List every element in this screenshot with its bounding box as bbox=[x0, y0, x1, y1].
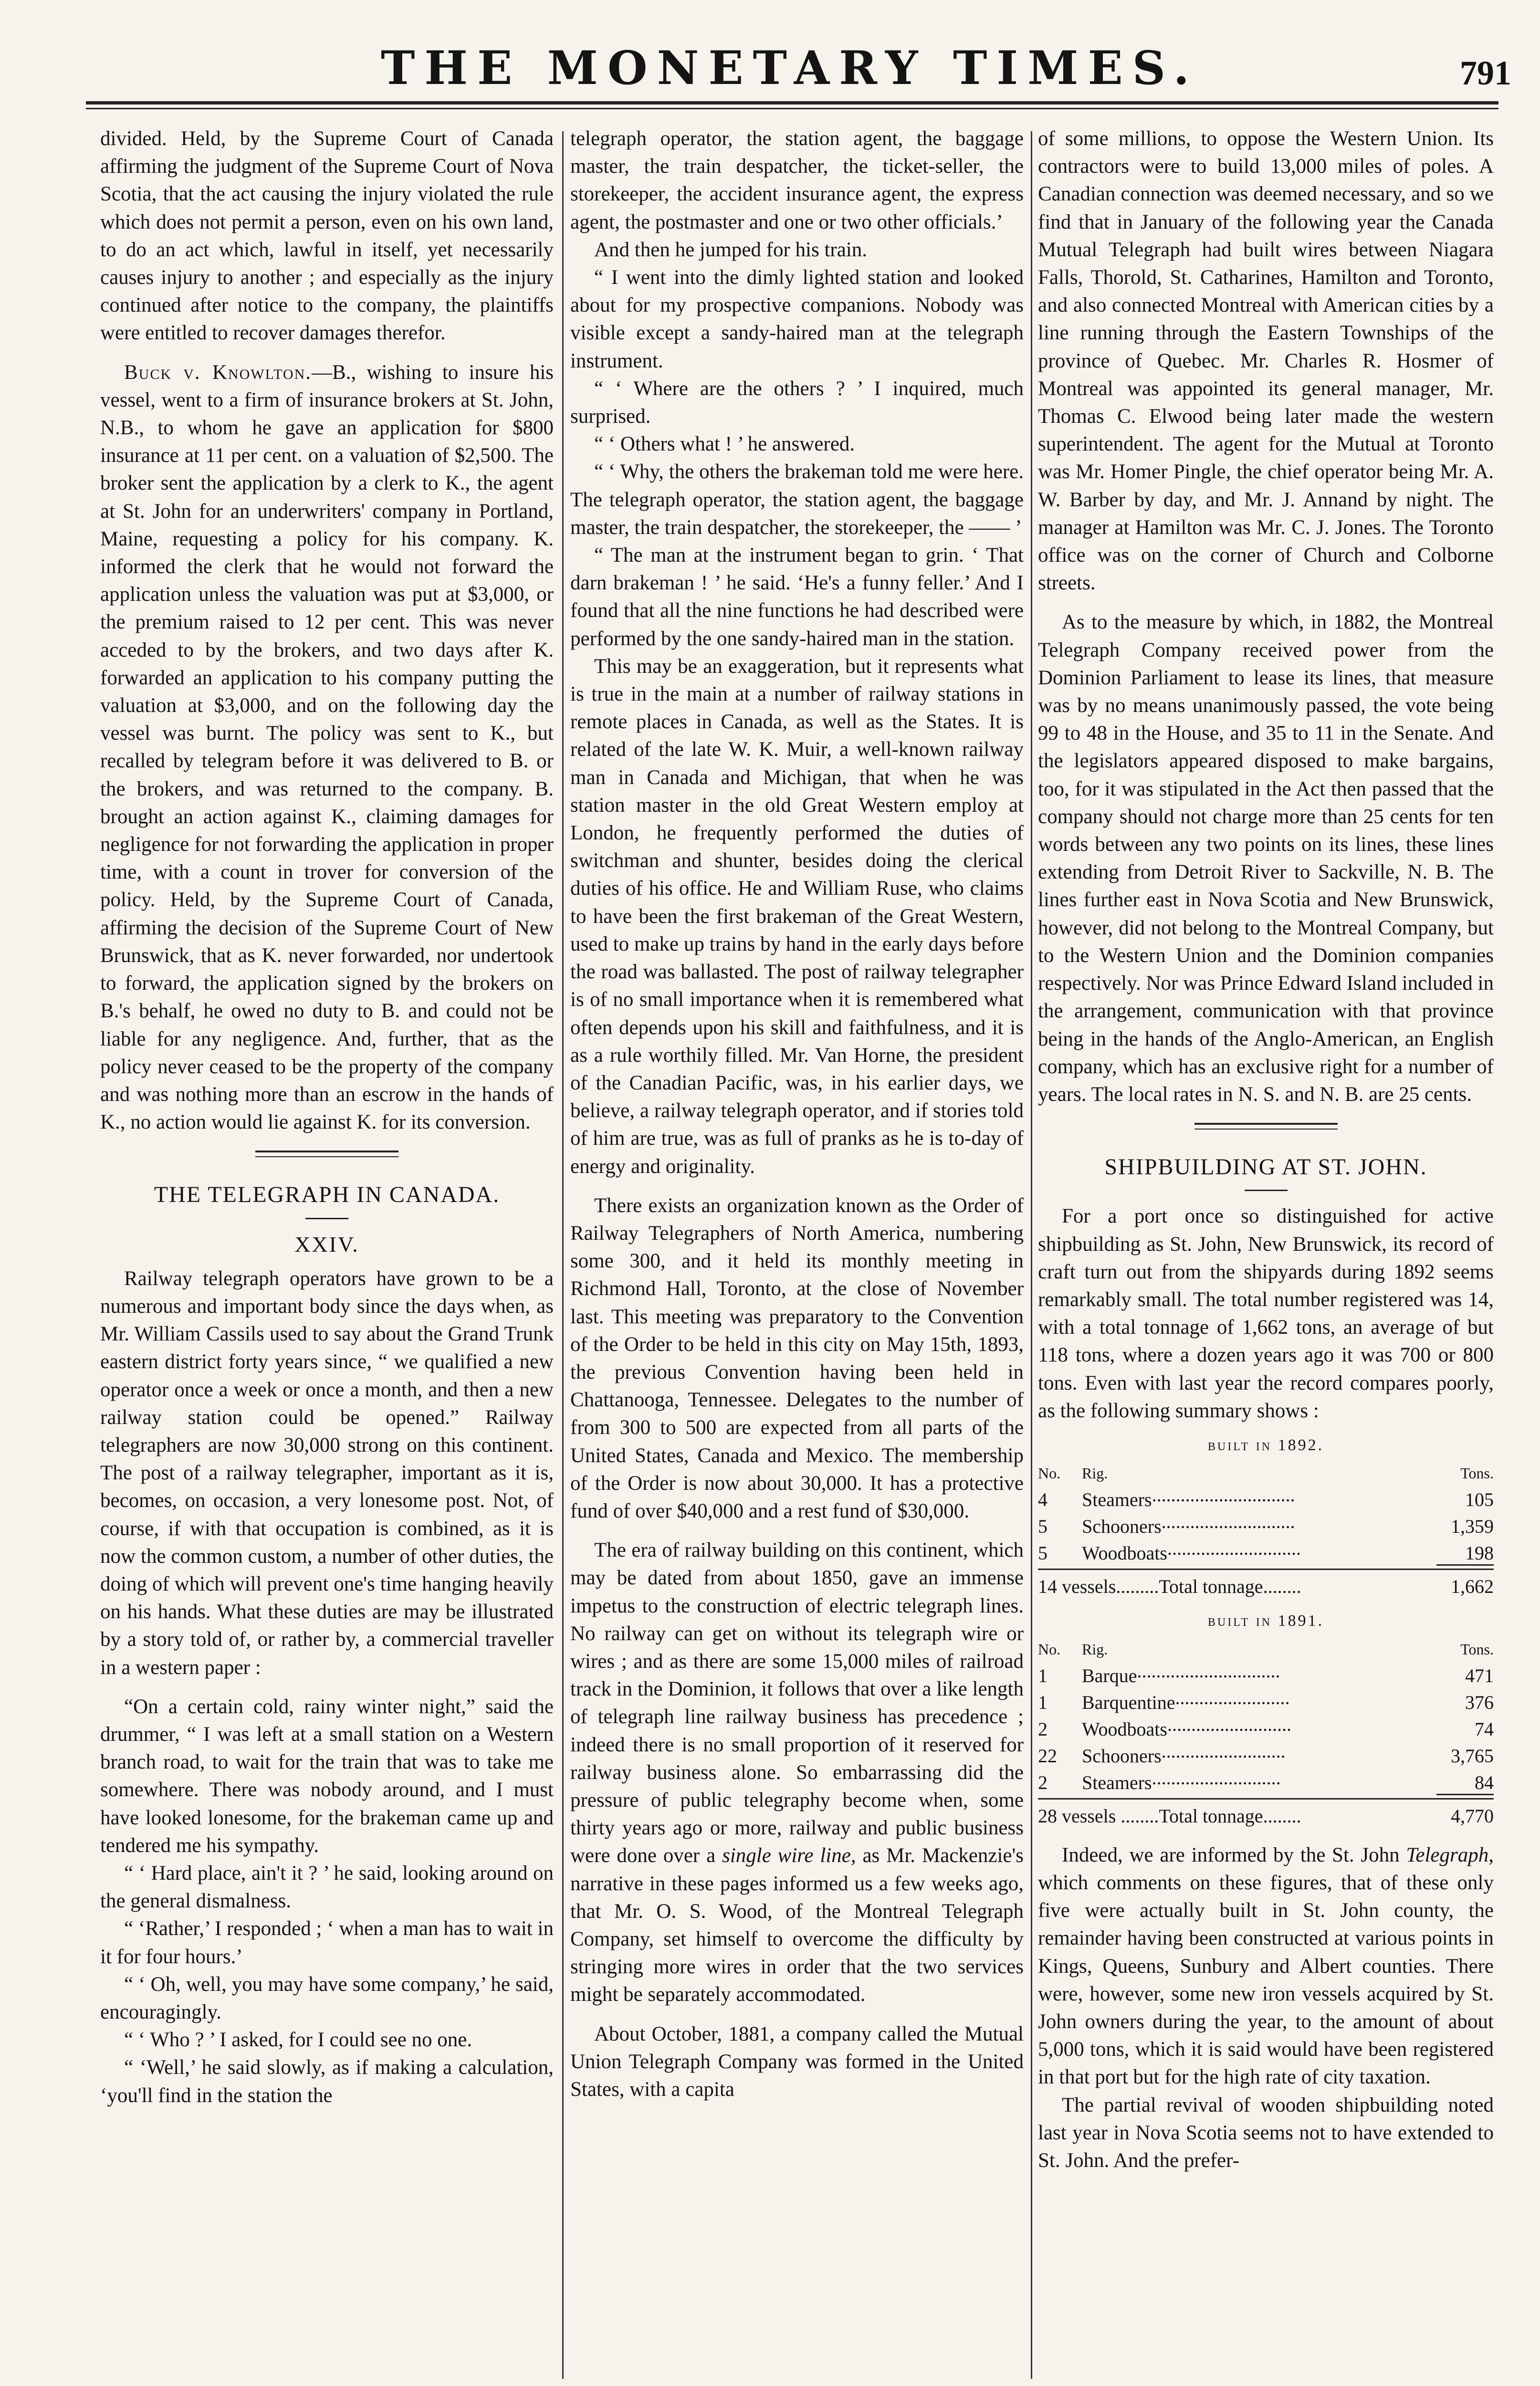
table-header-row bbox=[1038, 1638, 1494, 1660]
table-row bbox=[1038, 1511, 1494, 1538]
table-row bbox=[1038, 1484, 1494, 1511]
dot-leader: ........................ bbox=[1175, 1686, 1290, 1708]
masthead-rule-thick bbox=[86, 101, 1498, 105]
table-row bbox=[1038, 1714, 1494, 1740]
column-divider-2 bbox=[1031, 131, 1032, 2379]
masthead-rule-thin bbox=[86, 108, 1498, 109]
paragraph bbox=[570, 1537, 1024, 2009]
column-3 bbox=[1038, 125, 1494, 2377]
text-run: The era of railway building on this continent, which may be dated from about 1850, gave an immense impetus to the construction of electric telegraph lines. No railway can get on without its telegraph wire or wires ; and as there are some 15,000 miles of railroad track in the Dominion, it follows that over a like length of telegraph line railway business has precedence ; indeed there is no small proportion of it reserved for railway business alone. So embarrassing did the pressure of public telegraphy become when, some thirty years ago or more, railway and public business were done over a bbox=[570, 1539, 1024, 1867]
cell-rig bbox=[1076, 1484, 1413, 1511]
cell-tons: 3,765 bbox=[1451, 1745, 1494, 1767]
cell-rig bbox=[1076, 1767, 1413, 1794]
sum-rule bbox=[1436, 1794, 1494, 1795]
paragraph: Railway telegraph operators have grown to be a numerous and important body since the days when, as Mr. William Cassils used to say about the Grand Trunk eastern district forty years since, “ we qualified a new operator once a week or once a month, and then a new railway station could be opened.” Railway telegraphers are now 30,000 strong on this continent. The post of a railway telegrapher, important as it is, becomes, on occasion, a very lonesome post. Not, of course, if with that occupation is combined, as it is now the common custom, a number of other duties, the doing of which will prevent one's time hanging heavily on his hands. What these duties are may be illustrated by a story told of, or rather by, a commercial traveller in a western paper : bbox=[100, 1267, 554, 1679]
italic-phrase: Telegraph bbox=[1406, 1843, 1489, 1866]
cell-no: 4 bbox=[1038, 1489, 1048, 1511]
publication-title: THE MONETARY TIMES. bbox=[380, 41, 1199, 95]
paragraph bbox=[1038, 1842, 1494, 2092]
paragraph: “On a certain cold, rainy winter night,” said the drummer, “ I was left at a small station on a Western branch road, to wait for the train that was to take me somewhere. There was nobody around, and I must have looked lonesome, for the brakeman came up and tendered me his sympathy. bbox=[100, 1695, 554, 1857]
table-title-1891: built in 1891. bbox=[1207, 1612, 1324, 1630]
cell-rig bbox=[1076, 1660, 1413, 1687]
cell-no: 1 bbox=[1038, 1691, 1048, 1713]
rig-label: Woodboats bbox=[1082, 1718, 1167, 1740]
table-header-row bbox=[1038, 1462, 1494, 1484]
dot-leader: .............................. bbox=[1152, 1484, 1295, 1506]
cell-no: 2 bbox=[1038, 1771, 1048, 1793]
article-heading: THE TELEGRAPH IN CANADA. bbox=[154, 1182, 500, 1208]
shipbuilding-table-1891 bbox=[1038, 1638, 1494, 1794]
masthead bbox=[86, 32, 1494, 104]
rig-label: Steamers bbox=[1082, 1771, 1152, 1793]
cell-rig bbox=[1076, 1714, 1413, 1740]
dot-leader: .......................... bbox=[1161, 1740, 1286, 1762]
paragraph: divided. Held, by the Supreme Court of Canada affirming the judgment of the Supreme Court of Nova Scotia, that the act causing the injury violated the rule which does not permit a person, even on his own land, to do an act which, lawful in itself, yet necessarily causes injury to another ; and especially as the injury continued after notice to the company, the plaintiffs were entitled to recover damages therefor. bbox=[100, 127, 554, 345]
paragraph: “ ‘ Oh, well, you may have some company,’ he said, encouragingly. bbox=[100, 1973, 554, 2023]
header-rig: Rig. bbox=[1082, 1465, 1108, 1482]
paragraph: For a port once so distinguished for active shipbuilding as St. John, New Brunswick, its record of craft turn out from the shipyards during 1892 seems remarkably small. The total number registered was 14, with a total tonnage of 1,662 tons, an average of but 118 tons, where a dozen years ago it was 700 or 800 tons. Even with last year the record compares poorly, as the following summary shows : bbox=[1038, 1205, 1494, 1422]
total-value: 4,770 bbox=[1451, 1805, 1494, 1827]
cell-tons: 84 bbox=[1475, 1771, 1494, 1793]
cell-rig bbox=[1076, 1538, 1413, 1564]
case-name: Buck v. Knowlton. bbox=[124, 361, 312, 384]
paragraph: “ ‘ Who ? ’ I asked, for I could see no one. bbox=[124, 2029, 472, 2051]
table-row bbox=[1038, 1687, 1494, 1714]
paragraph: There exists an organization known as the Order of Railway Telegraphers of North America, numbering some 300, and it held its monthly meeting in Richmond Hall, Toronto, at the close of November last. This meeting was preparatory to the Convention of the Order to be held in this city on May 15th, 1893, the previous Convention having been held in Chattanooga, Tennessee. Delegates to the number of from 300 to 500 are expected from all parts of the United States, Canada and Mexico. The membership of the Order is now about 30,000. It has a protective fund of over $40,000 and a rest fund of $30,000. bbox=[570, 1194, 1024, 1522]
rig-label: Schooners bbox=[1082, 1745, 1162, 1767]
paragraph: “ ‘ Hard place, ain't it ? ’ he said, looking around on the general dismalness. bbox=[100, 1862, 554, 1913]
table-row bbox=[1038, 1660, 1494, 1687]
dot-leader: .......................... bbox=[1167, 1713, 1291, 1735]
cell-rig bbox=[1076, 1740, 1413, 1767]
table-total-1891 bbox=[1038, 1798, 1494, 1830]
cell-tons: 74 bbox=[1475, 1718, 1494, 1740]
paragraph: “ I went into the dimly lighted station and looked about for my prospective companions. Nobody was visible except a sandy-haired man at the telegraph instrument. bbox=[570, 266, 1024, 372]
paragraph: “ ‘ Others what ! ’ he answered. bbox=[594, 433, 855, 456]
paragraph: “ ‘ Why, the others the brakeman told me were here. The telegraph operator, the station agent, the baggage master, the train despatcher, the storekeeper, the —— ’ bbox=[570, 460, 1024, 539]
heading-rule bbox=[1245, 1190, 1288, 1191]
cell-tons: 376 bbox=[1465, 1691, 1494, 1713]
dot-leader: ............................ bbox=[1167, 1538, 1301, 1559]
paragraph: “ ‘Well,’ he said slowly, as if making a calculation, ‘you'll find in the station the bbox=[100, 2056, 554, 2107]
article-heading: SHIPBUILDING AT ST. JOHN. bbox=[1104, 1154, 1427, 1180]
rig-label: Steamers bbox=[1082, 1489, 1152, 1511]
cell-tons: 105 bbox=[1465, 1489, 1494, 1511]
header-tons: Tons. bbox=[1460, 1465, 1494, 1482]
cell-no: 5 bbox=[1038, 1542, 1048, 1564]
dot-leader: ........................... bbox=[1152, 1767, 1281, 1789]
article-subheading: XXIV. bbox=[294, 1232, 359, 1256]
cell-tons: 1,359 bbox=[1451, 1516, 1494, 1538]
table-row bbox=[1038, 1740, 1494, 1767]
cell-rig bbox=[1076, 1511, 1413, 1538]
total-label: 28 vessels ........Total tonnage........ bbox=[1038, 1805, 1301, 1827]
header-no: No. bbox=[1038, 1465, 1061, 1482]
cell-rig bbox=[1076, 1687, 1413, 1714]
rig-label: Barquentine bbox=[1082, 1691, 1175, 1713]
total-value: 1,662 bbox=[1451, 1576, 1494, 1598]
header-rig: Rig. bbox=[1082, 1640, 1108, 1658]
text-run: Indeed, we are informed by the St. John bbox=[1062, 1843, 1400, 1866]
cell-no: 22 bbox=[1038, 1745, 1057, 1767]
case-text: —B., wishing to insure his vessel, went to a firm of insurance brokers at St. John, N.B., to whom he gave an application for $800 insurance at 11 per cent. on a valuation of $2,500. The broker sent the application by a clerk to K., the agent at St. John for an underwriters' company in Portland, Maine, requesting a policy for his company. K. informed the clerk that he would not forward the application unless the valuation was put at $3,000, or the premium raised to 12 per cent. This was never acceded to by the brokers, and two days after K. forwarded an application to his company putting the valuation at $3,000, and on the following day the vessel was burnt. The policy was sent to K., but recalled by telegram before it was delivered to B. or the brokers, and was returned to the company. B. brought an action against K., claiming damages for negligence for not forwarding the application in proper time, with a count in trover for conversion of the policy. Held, by the Supreme Court of Canada, affirming the decision of the Supreme Court of New Brunswick, that as K. never forwarded, nor undertook to forward, the application signed by the brokers on B.'s behalf, he owed no duty to B. and could not be liable for any negligence. And, further, that as the policy never ceased to be the property of the company and was nothing more than an escrow in the hands of K., no action would lie against K. for its conversion. bbox=[100, 361, 554, 1134]
heading-rule bbox=[305, 1218, 348, 1219]
table-title-1892: built in 1892. bbox=[1207, 1436, 1324, 1454]
paragraph: This may be an exaggeration, but it represents what is true in the main at a number of railway stations in remote places in Canada, as well as the States. It is related of the late W. K. Muir, a well-known railway man in Canada and Michigan, that when he was station master in the old Great Western employ at London, he frequently performed the duties of switchman and shunter, besides doing the clerical duties of his office. He and William Ruse, who claims to have been the first brakeman of the Great Western, used to make up trains by hand in the early days before the road was ballasted. The post of railway telegrapher is of no small importance when it is remembered what often depends upon his skill and faithfulness, and it is as a rule worthily filled. Mr. Van Horne, the president of the Canadian Pacific, was, in his earlier days, we believe, a railway telegraph operator, and if stories told of him are true, was as full of pranks as he is to-day of energy and originality. bbox=[570, 655, 1024, 1178]
paragraph: telegraph operator, the station agent, the baggage master, the train despatcher, the ticket-seller, the storekeeper, the accident insurance agent, the express agent, the postmaster and one or two other officials.’ bbox=[570, 127, 1024, 233]
text-run: , which comments on these figures, that of these only five were actually built in St. John county, the remainder having been constructed at various points in Kings, Queens, Sunbury and Albert counties. There were, however, some new iron vessels acquired by St. John owners during the year, to the amount of about 5,000 tons, which it is said would have been registered in that port but for the high rate of city taxation. bbox=[1038, 1843, 1494, 2089]
cell-tons: 198 bbox=[1465, 1542, 1494, 1564]
cell-no: 2 bbox=[1038, 1718, 1048, 1740]
text-run: , as Mr. Mackenzie's narrative in these pages informed us a few weeks ago, that Mr. O. S. Wood, of the Montreal Telegraph Company, set himself to overcome the difficulty by stringing more wires in order that the two services might be separately accommodated. bbox=[570, 1844, 1024, 2006]
shipbuilding-table-1892 bbox=[1038, 1462, 1494, 1564]
column-divider-1 bbox=[562, 131, 564, 2379]
cell-no: 1 bbox=[1038, 1664, 1048, 1686]
table-row bbox=[1038, 1538, 1494, 1564]
case-paragraph bbox=[100, 359, 554, 1137]
paragraph: The partial revival of wooden shipbuilding noted last year in Nova Scotia seems not to have extended to St. John. And the prefer- bbox=[1038, 2093, 1494, 2172]
paragraph: “ ‘ Where are the others ? ’ I inquired, much surprised. bbox=[570, 377, 1024, 428]
total-label: 14 vessels.........Total tonnage........ bbox=[1038, 1576, 1301, 1598]
italic-phrase: single wire line bbox=[722, 1844, 851, 1867]
cell-no: 5 bbox=[1038, 1516, 1048, 1538]
paragraph: “ The man at the instrument began to grin. ‘ That darn brakeman ! ’ he said. ‘He's a funny feller.’ And I found that all the nine functions he had described were performed by the one sandy-haired man in the station. bbox=[570, 544, 1024, 650]
rig-label: Woodboats bbox=[1082, 1542, 1167, 1564]
dot-leader: ............................ bbox=[1161, 1511, 1295, 1533]
paragraph: “ ‘Rather,’ I responded ; ‘ when a man has to wait in it for four hours.’ bbox=[100, 1917, 554, 1968]
paragraph: And then he jumped for his train. bbox=[594, 238, 868, 261]
section-divider bbox=[255, 1151, 398, 1157]
rig-label: Barque bbox=[1082, 1664, 1137, 1686]
header-tons: Tons. bbox=[1460, 1640, 1494, 1658]
page-number: 791 bbox=[1460, 54, 1511, 92]
header-no: No. bbox=[1038, 1640, 1061, 1658]
column-2 bbox=[570, 125, 1024, 2377]
paragraph: As to the measure by which, in 1882, the Montreal Telegraph Company received power from the Dominion Parliament to lease its lines, that measure was by no means unanimously passed, the vote being 99 to 48 in the House, and 35 to 11 in the Senate. And the legislators appeared disposed to make bargains, too, for it was stipulated in the Act then passed that the company should not charge more than 25 cents for ten words between any two points on its lines, these lines extending from Detroit River to Sackville, N. B. The lines further east in Nova Scotia and New Brunswick, however, did not belong to the Montreal Company, but to the Western Union and the Dominion companies respectively. Nor was Prince Edward Island included in the arrangement, communication with that province being in the hands of the Anglo-American, an English company, which has an exclusive right for a number of years. The local rates in N. S. and N. B. are 25 cents. bbox=[1038, 611, 1494, 1106]
dot-leader: .............................. bbox=[1137, 1660, 1280, 1682]
rig-label: Schooners bbox=[1082, 1516, 1162, 1538]
cell-tons: 471 bbox=[1465, 1664, 1494, 1686]
column-1 bbox=[100, 125, 554, 2377]
paragraph: of some millions, to oppose the Western Union. Its contractors were to build 13,000 miles of poles. A Canadian connection was deemed necessary, and so we find that in January of the following year the Canada Mutual Telegraph had built wires between Niagara Falls, Thorold, St. Catharines, Hamilton and Toronto, and also connected Montreal with American cities by a line running through the Eastern Townships of the province of Quebec. Mr. Charles R. Hosmer of Montreal was appointed its general manager, Mr. Thomas C. Elwood being later made the western superintendent. The agent for the Mutual at Toronto was Mr. Homer Pingle, the chief operator being Mr. A. W. Barber by day, and Mr. J. Annand by night. The manager at Hamilton was Mr. C. J. Jones. The Toronto office was on the corner of Church and Colborne streets. bbox=[1038, 127, 1494, 595]
table-total-1892 bbox=[1038, 1569, 1494, 1601]
paragraph: About October, 1881, a company called the Mutual Union Telegraph Company was formed in the United States, with a capita bbox=[570, 2022, 1024, 2101]
section-divider bbox=[1194, 1123, 1338, 1130]
table-row bbox=[1038, 1767, 1494, 1794]
sum-rule bbox=[1436, 1564, 1494, 1566]
